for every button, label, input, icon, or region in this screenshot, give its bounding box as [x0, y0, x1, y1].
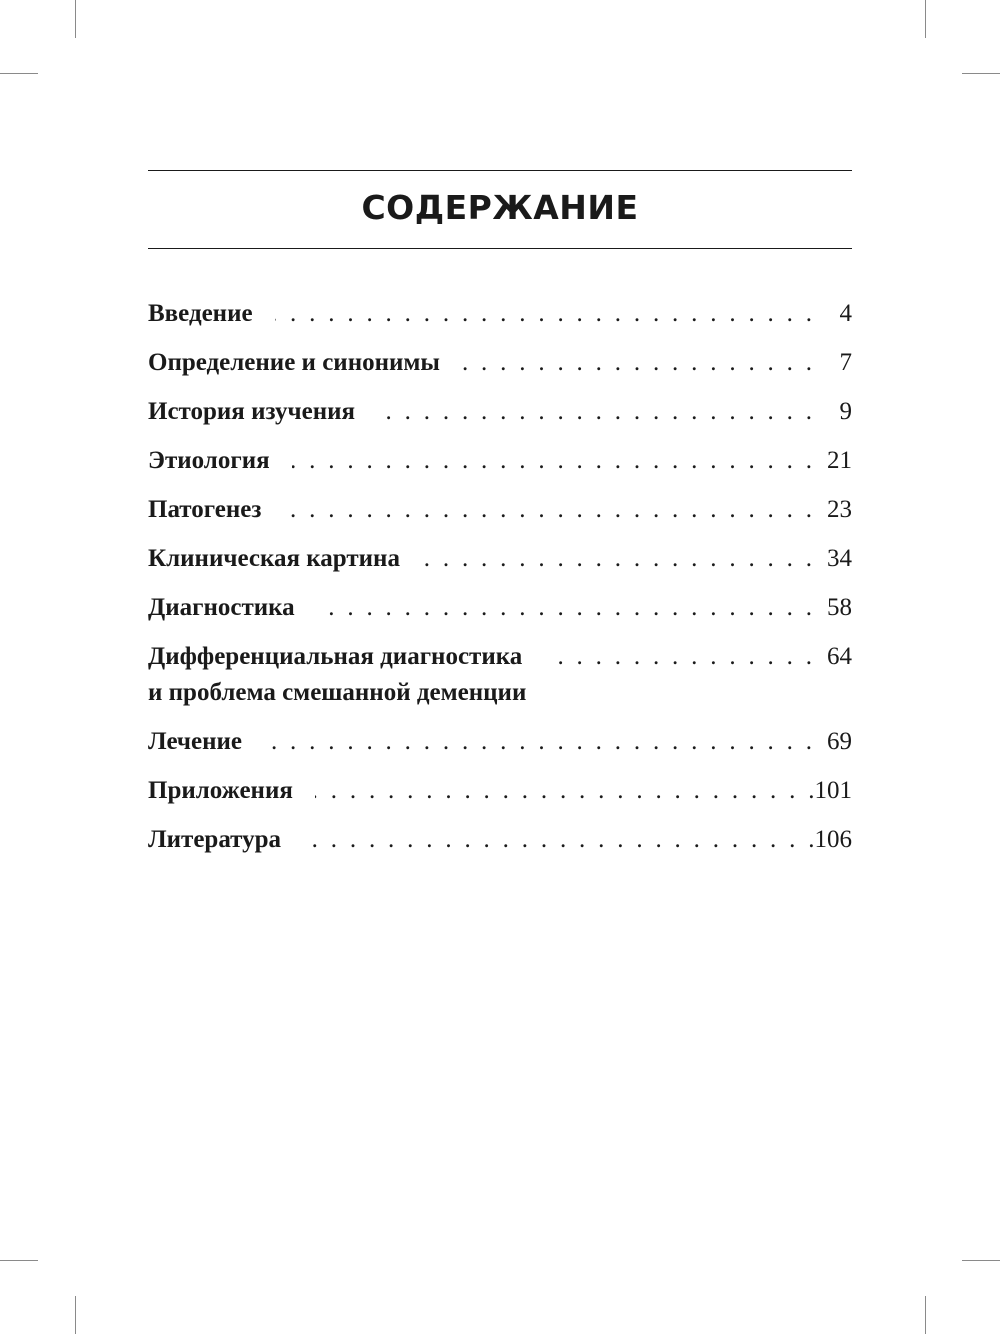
toc-dot-leader [315, 773, 815, 809]
toc-entry-label: Этиология [148, 447, 270, 474]
toc-dot-leader [422, 541, 812, 577]
toc-entry-page: 9 [839, 398, 852, 425]
toc-entry-appendices[interactable] [148, 773, 852, 809]
crop-mark-right-bottom [962, 1260, 1000, 1261]
toc-entry-introduction[interactable] [148, 296, 852, 332]
toc-dot-leader [317, 590, 812, 626]
toc-entry-page: 101 [814, 777, 852, 804]
crop-mark-top-right [925, 0, 926, 38]
toc-entry-page: 23 [827, 496, 852, 523]
toc-entry-pathogenesis[interactable] [148, 492, 852, 528]
title-rule-bottom [148, 248, 852, 249]
toc-entry-label-line2: и проблема смешанной деменции [148, 679, 527, 706]
toc-entry-definition[interactable] [148, 345, 852, 381]
toc-entry-page: 64 [827, 643, 852, 670]
toc-dot-leader [264, 724, 812, 760]
toc-entry-history[interactable] [148, 394, 852, 430]
toc-entry-label-line1: Дифференциальная диагностика [148, 643, 523, 670]
toc-entry-label: Введение [148, 300, 253, 327]
toc-entry-diagnostics[interactable] [148, 590, 852, 626]
toc-entry-page: 4 [839, 300, 852, 327]
toc-entry-label: Литература [148, 826, 282, 853]
toc-entry-page: 106 [814, 826, 852, 853]
crop-mark-bottom-right [925, 1296, 926, 1334]
toc-dot-leader [283, 492, 812, 528]
toc-entry-clinical-picture[interactable] [148, 541, 852, 577]
toc-entry-page: 21 [827, 447, 852, 474]
crop-mark-top-left [75, 0, 76, 38]
page-title: СОДЕРЖАНИЕ [361, 188, 639, 227]
toc-entry-treatment[interactable] [148, 724, 852, 760]
crop-mark-left-bottom [0, 1260, 38, 1261]
crop-mark-right-top [962, 73, 1000, 74]
toc-entry-page: 34 [827, 545, 852, 572]
toc-entry-literature[interactable] [148, 822, 852, 858]
crop-mark-bottom-left [75, 1296, 76, 1334]
toc-entry-label: Приложения [148, 777, 293, 804]
toc-entry-label: Лечение [148, 728, 243, 755]
toc-entry-differential-diagnostics[interactable] [148, 639, 852, 711]
toc-entry-label: История изучения [148, 398, 356, 425]
toc-dot-leader [275, 296, 812, 332]
toc-dot-leader [292, 443, 812, 479]
toc-entry-page: 7 [839, 349, 852, 376]
toc-entry-etiology[interactable] [148, 443, 852, 479]
toc-dot-leader [462, 345, 812, 381]
toc-entry-label: Диагностика [148, 594, 295, 621]
toc-entry-page: 69 [827, 728, 852, 755]
toc-entry-page: 58 [827, 594, 852, 621]
toc-dot-leader [377, 394, 812, 430]
table-of-contents [148, 296, 852, 871]
title-rule-top [148, 170, 852, 171]
toc-entry-label: Патогенез [148, 496, 262, 523]
crop-mark-left-top [0, 73, 38, 74]
toc-entry-label: Клиническая картина [148, 545, 400, 572]
toc-dot-leader [548, 639, 812, 675]
toc-entry-label-wrap [148, 639, 526, 711]
toc-dot-leader [303, 822, 814, 858]
toc-entry-label: Определение и синонимы [148, 349, 440, 376]
